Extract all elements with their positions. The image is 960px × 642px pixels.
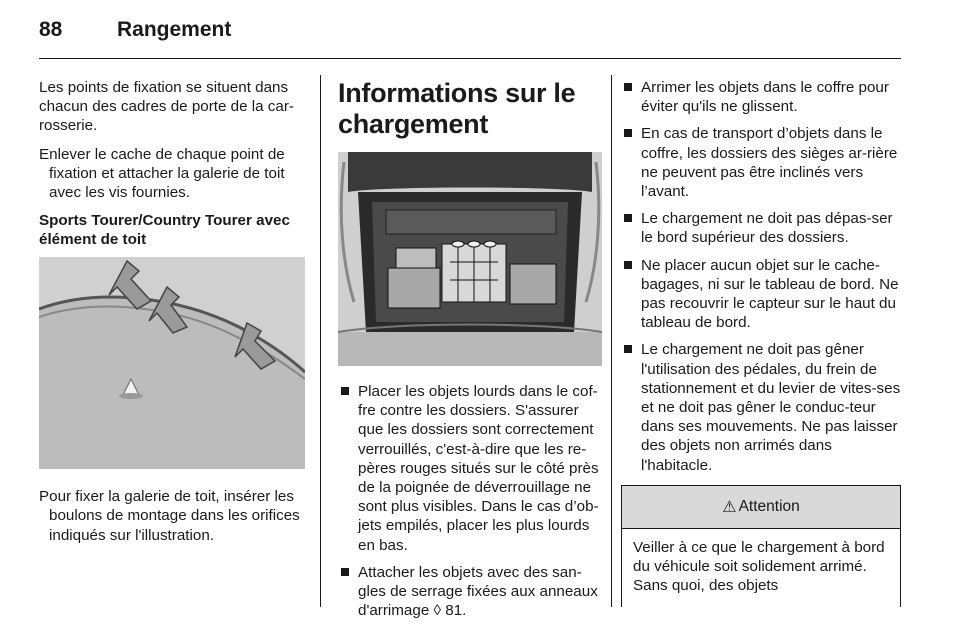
- list-item: Arrimer les objets dans le coffre pour éviter qu'ils ne glissent.: [621, 78, 901, 116]
- warning-triangle-icon: ⚠: [722, 499, 737, 516]
- sports-tourer-subheading: Sports Tourer/Country Tourer avec élément de toit: [39, 212, 290, 249]
- list-item: Placer les objets lourds dans le cof-fre contre les dossiers. S'assurer que les dossiers sont correctement verrouillés, c'est-à-dire que les re-pères rouges situés sur le côté près de la poignée de déverrouillage ne sont plus visibles. Dans le cas d’ob-jets empilés, placer les plus lourds en bas.: [338, 382, 602, 555]
- attention-body: Veiller à ce que le chargement à bord du véhicule soit solidement arrimé. Sans quoi, des objets: [633, 539, 885, 595]
- column-middle: [338, 78, 602, 628]
- page-number: 88: [39, 18, 63, 41]
- cargo-area-illustration: [338, 152, 602, 366]
- bullet-square-icon: [624, 261, 632, 269]
- roof-rack-cover-paragraph: Enlever le cache de chaque point de fixation et attacher la galerie de toit avec les vis fournies.: [39, 145, 285, 202]
- column-left: [39, 78, 305, 554]
- loading-bullet-list-2: [621, 78, 901, 521]
- list-item: Ne placer aucun objet sur le cache-bagages, ni sur le tableau de bord. Ne pas recouvrir le capteur sur le haut du tableau de bord.: [621, 256, 901, 333]
- roof-rack-bolts-paragraph: Pour fixer la galerie de toit, insérer les boulons de montage dans les orifices indiqués sur l'illustration.: [39, 488, 300, 544]
- bullet-square-icon: [624, 345, 632, 353]
- bullet-square-icon: [341, 387, 349, 395]
- bullet-square-icon: [624, 214, 632, 222]
- list-item: En cas de transport d’objets dans le coffre, les dossiers des sièges ar-rière ne peuvent pas être inclinés vers l’avant.: [621, 124, 901, 201]
- header-rule: [39, 58, 901, 59]
- loading-bullet-list-1: [338, 382, 602, 620]
- attention-box: [621, 485, 901, 607]
- list-item: Le chargement ne doit pas gêner l'utilisation des pédales, du frein de stationnement et du levier de vites-ses et ne doit pas gêner le conduc-teur dans ses mouvements. Ne pas laisser des objets non arrimés dans l'habitacle.: [621, 340, 901, 474]
- list-item: Le chargement ne doit pas dépas-ser le bord supérieur des dossiers.: [621, 209, 901, 247]
- bullet-square-icon: [341, 568, 349, 576]
- chapter-title: Rangement: [117, 18, 232, 41]
- page-header: [39, 18, 901, 58]
- roof-rack-intro-paragraph: Les points de fixation se situent dans chacun des cadres de porte de la car-rosserie.: [39, 79, 294, 135]
- column-right: [621, 78, 901, 529]
- list-item: Attacher les objets avec des san-gles de serrage fixées aux anneaux d'arrimage ◊ 81.: [338, 563, 602, 621]
- page-reference-icon[interactable]: ◊: [433, 602, 442, 620]
- column-divider-1: [320, 75, 321, 607]
- attention-header: [622, 486, 900, 529]
- attention-title: Attention: [738, 498, 800, 515]
- section-title: Informations sur le chargement: [338, 78, 576, 139]
- page-reference-link[interactable]: 81.: [445, 602, 467, 620]
- roof-rail-illustration: [39, 257, 305, 469]
- column-divider-2: [611, 75, 612, 607]
- bullet-square-icon: [624, 83, 632, 91]
- bullet-square-icon: [624, 129, 632, 137]
